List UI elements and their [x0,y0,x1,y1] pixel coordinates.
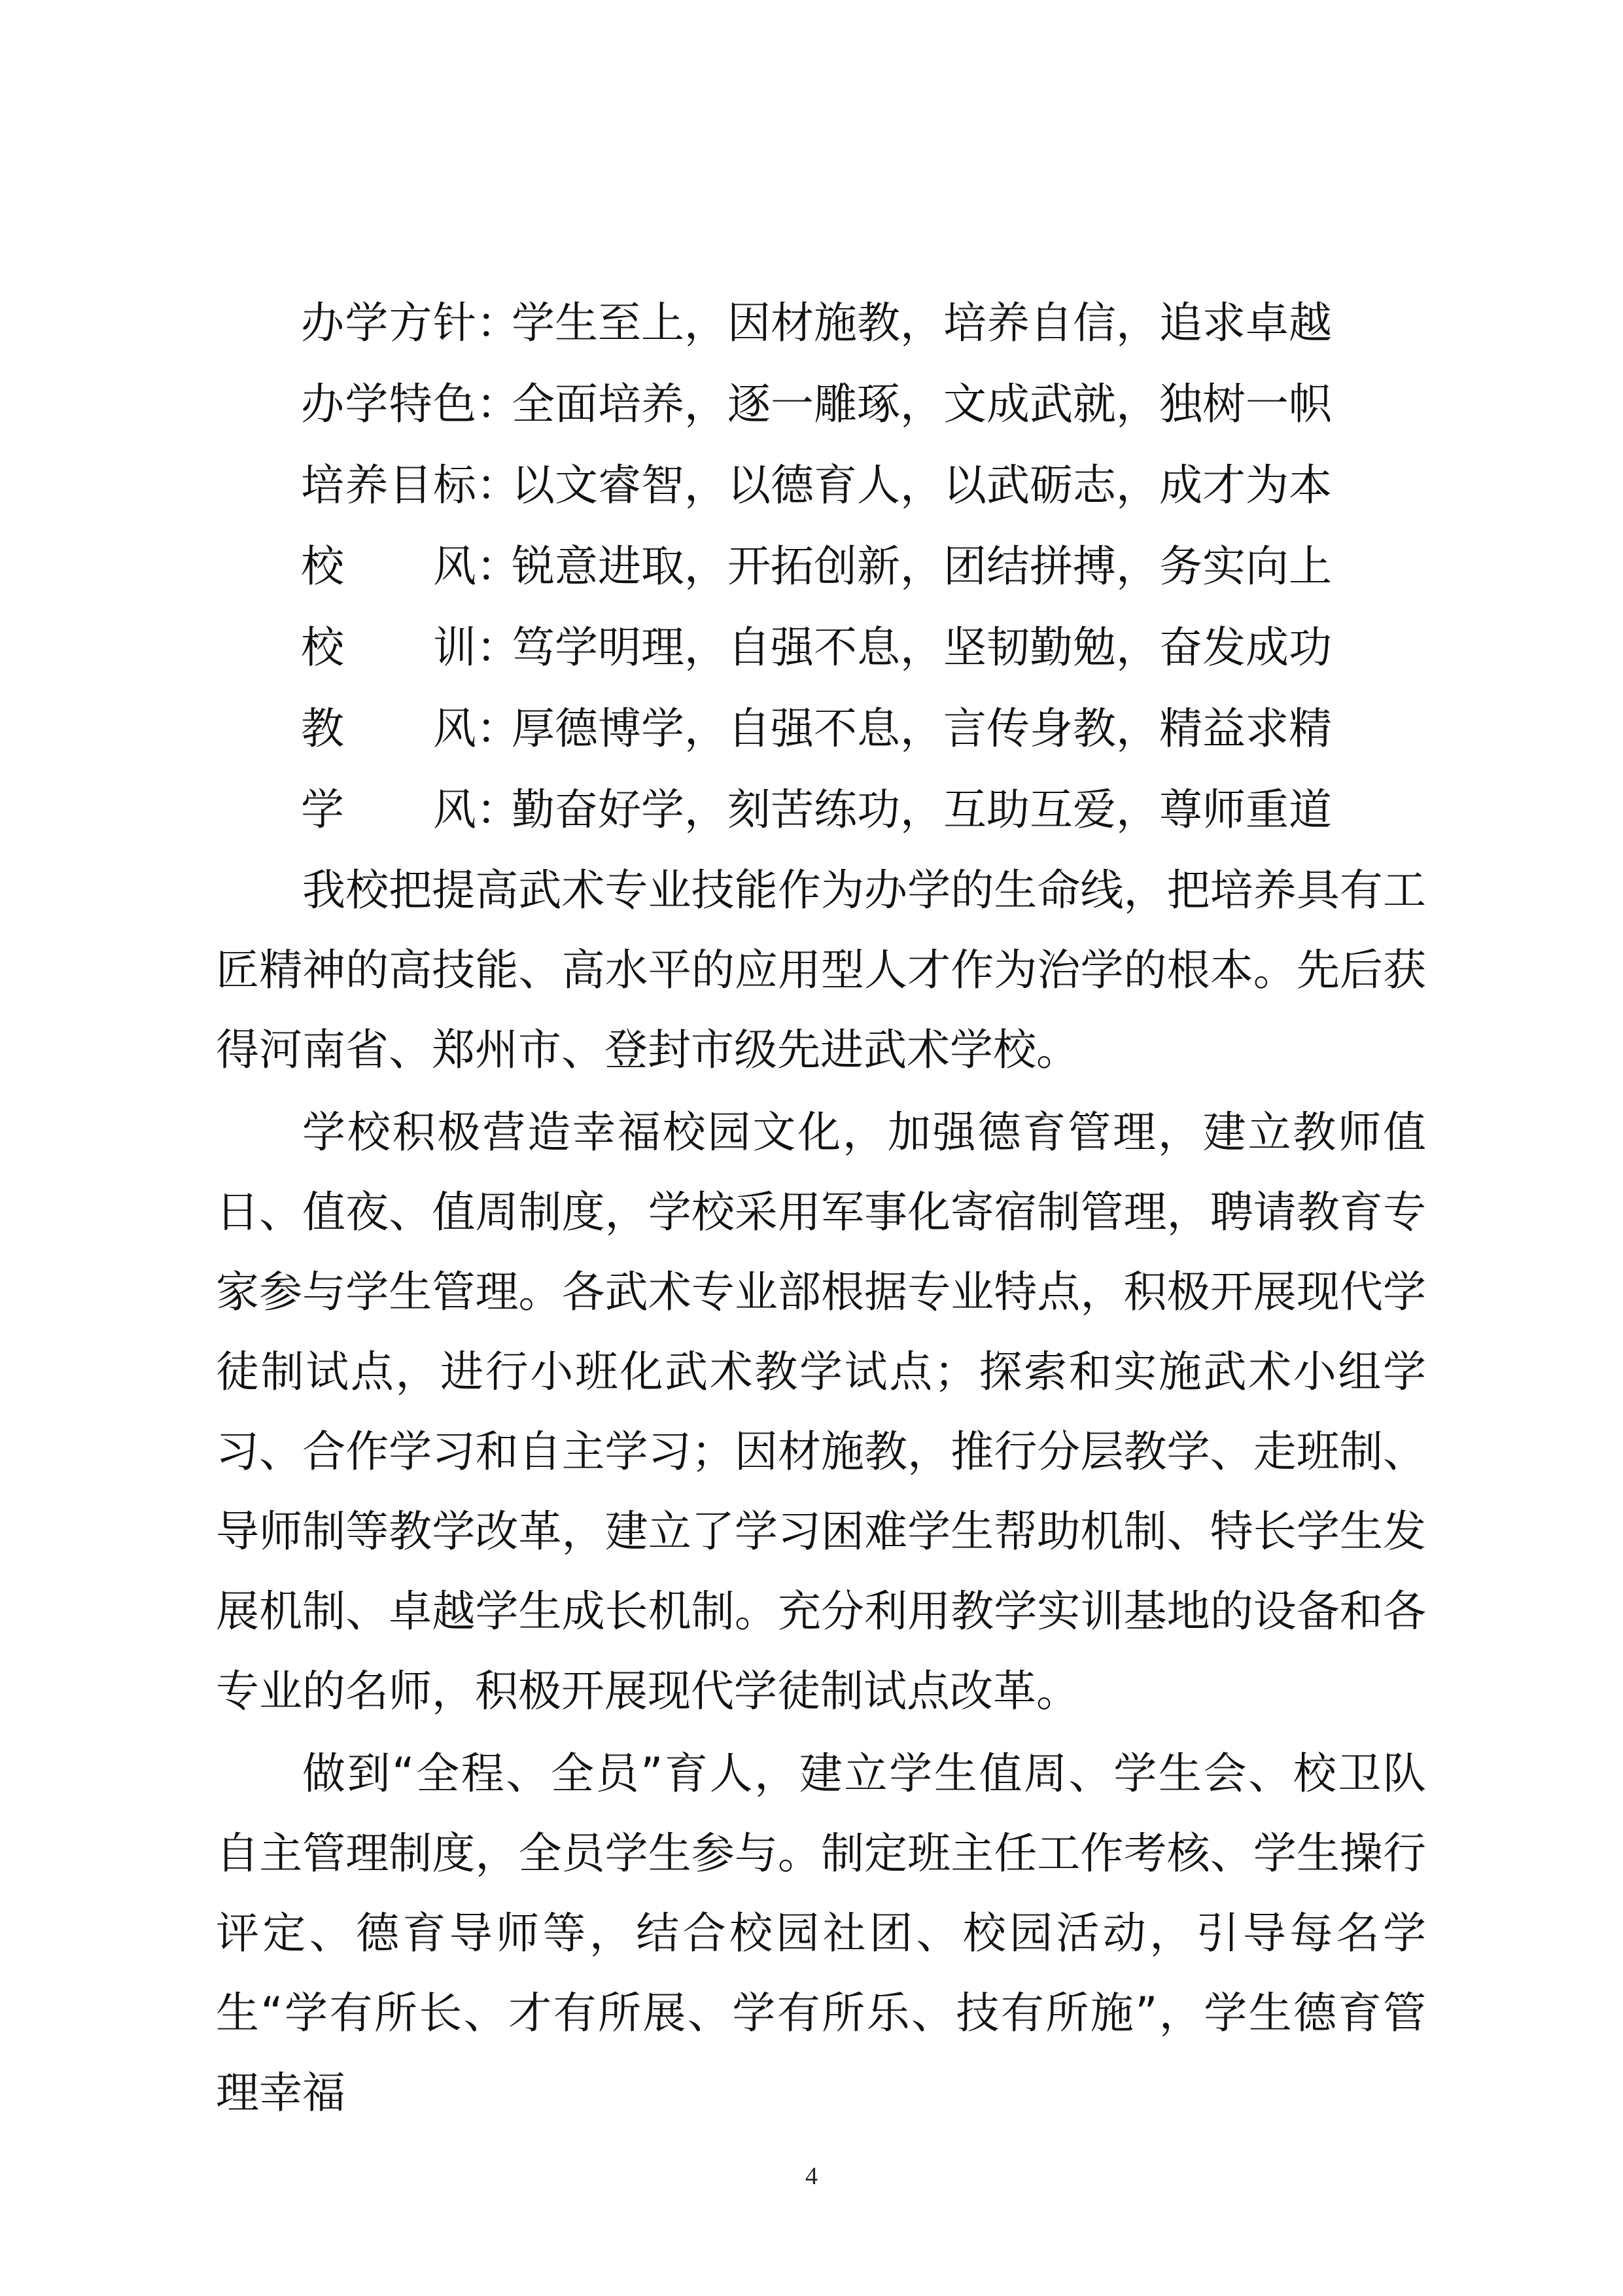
motto-value: 锐意进取，开拓创新，团结拼搏，务实向上 [512,541,1332,592]
paragraph-skills: 我校把提高武术专业技能作为办学的生命线，把培养具有工匠精神的高技能、高水平的应用型人才作为治学的根本。先后获得河南省、郑州市、登封市级先进武术学校。 [216,865,1426,1075]
paragraph-education: 做到“全程、全员”育人，建立学生值周、学生会、校卫队自主管理制度，全员学生参与。制定班主任工作考核、学生操行评定、德育导师等，结合校园社团、校园活动，引导每名学生“学有所长、才有所展、学有所乐、技有所施”，学生德育管理幸福 [216,1748,1426,2118]
motto-row-teaching-style [301,688,1413,769]
motto-label: 办 学 方 针 [301,298,476,348]
motto-separator: ： [476,298,519,348]
motto-value: 全面培养，逐一雕琢，文成武就，独树一帜 [512,379,1332,429]
motto-separator: ： [476,379,519,429]
paragraph-management: 学校积极营造幸福校园文化，加强德育管理，建立教师值日、值夜、值周制度，学校采用军事化寄宿制管理，聘请教育专家参与学生管理。各武术专业部根据专业特点，积极开展现代学徒制试点，进行小班化武术教学试点；探索和实施武术小组学习、合作学习和自主学习；因材施教，推行分层教学、走班制、导师制等教学改革，建立了学习困难学生帮助机制、特长学生发展机制、卓越学生成长机制。充分利用教学实训基地的设备和各专业的名师，积极开展现代学徒制试点改革。 [216,1107,1426,1716]
motto-row-school-ethos [301,526,1413,607]
motto-row-feature [301,364,1413,445]
motto-separator: ： [476,460,519,510]
motto-value: 勤奋好学，刻苦练功，互助互爱，尊师重道 [512,785,1332,835]
school-motto-list [301,283,1413,851]
motto-separator: ： [476,785,519,835]
motto-label: 教 风 [301,703,476,754]
body-text [216,851,1426,2136]
motto-label: 培 养 目 标 [301,460,476,510]
motto-value: 笃学明理，自强不息，坚韧勤勉，奋发成功 [512,622,1332,673]
motto-row-school-motto [301,607,1413,688]
motto-separator: ： [476,541,519,592]
motto-separator: ： [476,622,519,673]
motto-value: 厚德博学，自强不息，言传身教，精益求精 [512,703,1332,754]
motto-value: 学生至上，因材施教，培养自信，追求卓越 [512,298,1332,348]
motto-label: 校 风 [301,541,476,592]
motto-row-principle [301,283,1413,364]
motto-value: 以文睿智，以德育人，以武砺志，成才为本 [512,460,1332,510]
motto-separator: ： [476,703,519,754]
motto-row-study-style [301,769,1413,851]
motto-label: 校 训 [301,622,476,673]
motto-label: 办 学 特 色 [301,379,476,429]
motto-row-goal [301,445,1413,526]
motto-label: 学 风 [301,785,476,835]
page-number: 4 [805,2163,818,2190]
